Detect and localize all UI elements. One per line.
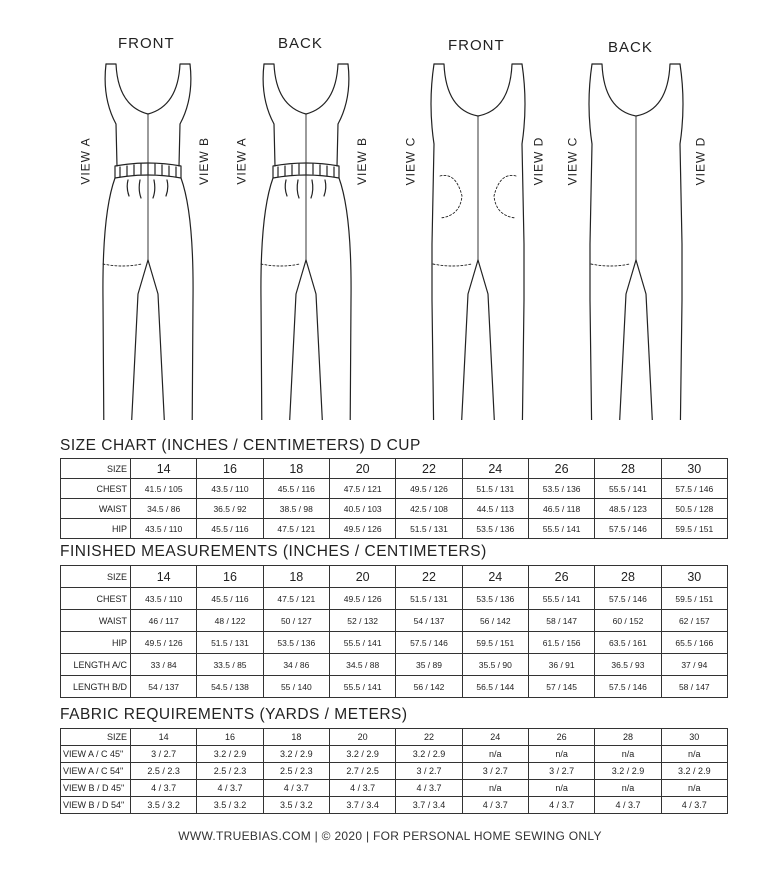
view-b-label-back: VIEW B <box>355 136 370 186</box>
table-cell: 34 / 86 <box>263 654 329 676</box>
table-cell: 56.5 / 144 <box>462 676 528 698</box>
table-row <box>61 797 728 814</box>
table-cell: 53.5 / 136 <box>528 479 594 499</box>
table-cell: 58 / 147 <box>528 610 594 632</box>
table-cell: 4 / 3.7 <box>263 780 329 797</box>
table-cell: 57 / 145 <box>528 676 594 698</box>
table-cell: 60 / 152 <box>595 610 661 632</box>
footer-text: WWW.TRUEBIAS.COM | © 2020 | FOR PERSONAL HOME SEWING ONLY <box>178 829 602 843</box>
size-header-cell: 28 <box>595 566 661 588</box>
finished-measurements-title: FINISHED MEASUREMENTS (INCHES / CENTIMETERS) <box>60 543 487 560</box>
view-d-label-back: VIEW D <box>693 136 708 186</box>
table-cell: 57.5 / 146 <box>595 588 661 610</box>
row-label: CHEST <box>61 588 131 610</box>
table-cell: 56 / 142 <box>462 610 528 632</box>
table-cell: 49.5 / 126 <box>329 519 395 539</box>
table-cell: 36.5 / 93 <box>595 654 661 676</box>
table-cell: 37 / 94 <box>661 654 727 676</box>
table-cell: 4 / 3.7 <box>329 780 395 797</box>
table-cell: 55.5 / 141 <box>595 479 661 499</box>
table-cell: n/a <box>528 746 594 763</box>
table-row <box>61 499 728 519</box>
table-row <box>61 780 728 797</box>
size-header-cell: 28 <box>595 729 661 746</box>
table-cell: 54 / 137 <box>396 610 462 632</box>
size-chart-table <box>60 458 728 539</box>
view-a-label-back: VIEW A <box>234 137 249 185</box>
view-c-label-back: VIEW C <box>565 136 580 186</box>
view-d-label-front: VIEW D <box>531 136 546 186</box>
table-cell: 3 / 2.7 <box>131 746 197 763</box>
table-row <box>61 632 728 654</box>
table-cell: 43.5 / 110 <box>131 519 197 539</box>
table-cell: 58 / 147 <box>661 676 727 698</box>
back-title-left: BACK <box>278 35 323 52</box>
table-cell: 4 / 3.7 <box>396 780 462 797</box>
table-cell: 53.5 / 136 <box>462 519 528 539</box>
size-header-cell: 30 <box>661 459 727 479</box>
row-label: LENGTH B/D <box>61 676 131 698</box>
row-label: HIP <box>61 632 131 654</box>
size-header-cell: 14 <box>131 729 197 746</box>
table-cell: 57.5 / 146 <box>661 479 727 499</box>
row-label: CHEST <box>61 479 131 499</box>
size-header-cell: 30 <box>661 566 727 588</box>
table-cell: n/a <box>462 746 528 763</box>
table-cell: 33.5 / 85 <box>197 654 263 676</box>
size-header-cell: 26 <box>528 729 594 746</box>
size-header-cell: 22 <box>396 729 462 746</box>
table-cell: 65.5 / 166 <box>661 632 727 654</box>
table-cell: 4 / 3.7 <box>197 780 263 797</box>
table-cell: 51.5 / 131 <box>396 519 462 539</box>
fabric-requirements-table <box>60 728 728 814</box>
table-row <box>61 519 728 539</box>
table-cell: 50.5 / 128 <box>661 499 727 519</box>
table-cell: n/a <box>595 780 661 797</box>
table-cell: 55.5 / 141 <box>329 632 395 654</box>
table-row <box>61 479 728 499</box>
table-cell: 44.5 / 113 <box>462 499 528 519</box>
table-cell: 3.7 / 3.4 <box>329 797 395 814</box>
table-cell: 2.5 / 2.3 <box>197 763 263 780</box>
size-chart-header-row <box>61 459 728 479</box>
table-cell: 38.5 / 98 <box>263 499 329 519</box>
table-row <box>61 610 728 632</box>
table-cell: n/a <box>595 746 661 763</box>
table-cell: 35 / 89 <box>396 654 462 676</box>
table-cell: n/a <box>528 780 594 797</box>
table-cell: 54.5 / 138 <box>197 676 263 698</box>
size-header-cell: 18 <box>263 566 329 588</box>
table-cell: 4 / 3.7 <box>528 797 594 814</box>
table-cell: 61.5 / 156 <box>528 632 594 654</box>
row-label: VIEW B / D 45" <box>61 780 131 797</box>
table-cell: 59.5 / 151 <box>661 519 727 539</box>
table-cell: 3 / 2.7 <box>528 763 594 780</box>
table-cell: 54 / 137 <box>131 676 197 698</box>
table-cell: 43.5 / 110 <box>131 588 197 610</box>
table-cell: 49.5 / 126 <box>396 479 462 499</box>
row-label: VIEW A / C 45" <box>61 746 131 763</box>
table-cell: 3.2 / 2.9 <box>595 763 661 780</box>
table-cell: 46 / 117 <box>131 610 197 632</box>
table-cell: 43.5 / 110 <box>197 479 263 499</box>
table-cell: 3.2 / 2.9 <box>329 746 395 763</box>
table-cell: 62 / 157 <box>661 610 727 632</box>
size-header-cell: 18 <box>263 459 329 479</box>
table-cell: 41.5 / 105 <box>131 479 197 499</box>
size-header-cell: 30 <box>661 729 727 746</box>
table-cell: n/a <box>462 780 528 797</box>
size-header-cell: 28 <box>595 459 661 479</box>
table-cell: 63.5 / 161 <box>595 632 661 654</box>
table-cell: 57.5 / 146 <box>396 632 462 654</box>
size-header-cell: 16 <box>197 566 263 588</box>
table-cell: 47.5 / 121 <box>329 479 395 499</box>
table-cell: n/a <box>661 780 727 797</box>
table-cell: 55.5 / 141 <box>528 588 594 610</box>
table-cell: 56 / 142 <box>396 676 462 698</box>
row-label: WAIST <box>61 610 131 632</box>
front-title-left: FRONT <box>118 35 175 52</box>
table-cell: 2.7 / 2.5 <box>329 763 395 780</box>
size-header-label: SIZE <box>61 566 131 588</box>
fabric-header-row <box>61 729 728 746</box>
table-cell: 51.5 / 131 <box>197 632 263 654</box>
table-cell: 45.5 / 116 <box>197 588 263 610</box>
table-cell: 3.5 / 3.2 <box>263 797 329 814</box>
table-cell: 33 / 84 <box>131 654 197 676</box>
table-cell: 3.7 / 3.4 <box>396 797 462 814</box>
table-cell: 49.5 / 126 <box>329 588 395 610</box>
table-cell: 53.5 / 136 <box>263 632 329 654</box>
size-header-label: SIZE <box>61 729 131 746</box>
table-cell: n/a <box>661 746 727 763</box>
table-cell: 3.2 / 2.9 <box>263 746 329 763</box>
table-row <box>61 588 728 610</box>
table-cell: 3.5 / 3.2 <box>197 797 263 814</box>
size-header-cell: 14 <box>131 566 197 588</box>
table-cell: 57.5 / 146 <box>595 519 661 539</box>
table-cell: 3 / 2.7 <box>462 763 528 780</box>
garment-drawings <box>0 0 780 420</box>
size-header-cell: 16 <box>197 729 263 746</box>
view-a-label-front: VIEW A <box>78 137 93 185</box>
table-cell: 52 / 132 <box>329 610 395 632</box>
table-cell: 36.5 / 92 <box>197 499 263 519</box>
table-cell: 42.5 / 108 <box>396 499 462 519</box>
table-cell: 48 / 122 <box>197 610 263 632</box>
table-cell: 45.5 / 116 <box>197 519 263 539</box>
size-header-cell: 24 <box>462 566 528 588</box>
front-title-right: FRONT <box>448 37 505 54</box>
table-cell: 3.5 / 3.2 <box>131 797 197 814</box>
row-label: LENGTH A/C <box>61 654 131 676</box>
table-cell: 40.5 / 103 <box>329 499 395 519</box>
table-cell: 3.2 / 2.9 <box>197 746 263 763</box>
size-header-cell: 26 <box>528 459 594 479</box>
table-cell: 36 / 91 <box>528 654 594 676</box>
table-cell: 47.5 / 121 <box>263 519 329 539</box>
size-header-cell: 20 <box>329 566 395 588</box>
size-header-cell: 16 <box>197 459 263 479</box>
size-header-cell: 24 <box>462 459 528 479</box>
size-header-cell: 22 <box>396 459 462 479</box>
size-header-cell: 22 <box>396 566 462 588</box>
size-header-cell: 24 <box>462 729 528 746</box>
size-chart-title: SIZE CHART (INCHES / CENTIMETERS) D CUP <box>60 437 421 454</box>
table-cell: 3 / 2.7 <box>396 763 462 780</box>
table-cell: 51.5 / 131 <box>462 479 528 499</box>
table-cell: 4 / 3.7 <box>595 797 661 814</box>
table-cell: 48.5 / 123 <box>595 499 661 519</box>
view-b-label-front: VIEW B <box>197 136 212 186</box>
row-label: WAIST <box>61 499 131 519</box>
table-cell: 55.5 / 141 <box>329 676 395 698</box>
finished-measurements-table <box>60 565 728 698</box>
table-cell: 50 / 127 <box>263 610 329 632</box>
table-cell: 4 / 3.7 <box>462 797 528 814</box>
table-cell: 46.5 / 118 <box>528 499 594 519</box>
table-cell: 49.5 / 126 <box>131 632 197 654</box>
back-title-right: BACK <box>608 39 653 56</box>
table-row <box>61 676 728 698</box>
table-cell: 57.5 / 146 <box>595 676 661 698</box>
size-header-label: SIZE <box>61 459 131 479</box>
table-row <box>61 763 728 780</box>
table-cell: 53.5 / 136 <box>462 588 528 610</box>
table-cell: 2.5 / 2.3 <box>131 763 197 780</box>
table-row <box>61 746 728 763</box>
size-header-cell: 18 <box>263 729 329 746</box>
table-cell: 4 / 3.7 <box>661 797 727 814</box>
table-cell: 45.5 / 116 <box>263 479 329 499</box>
table-cell: 4 / 3.7 <box>131 780 197 797</box>
row-label: HIP <box>61 519 131 539</box>
table-cell: 47.5 / 121 <box>263 588 329 610</box>
table-row <box>61 654 728 676</box>
row-label: VIEW B / D 54" <box>61 797 131 814</box>
table-cell: 59.5 / 151 <box>462 632 528 654</box>
size-header-cell: 14 <box>131 459 197 479</box>
table-cell: 55.5 / 141 <box>528 519 594 539</box>
table-cell: 51.5 / 131 <box>396 588 462 610</box>
size-header-cell: 26 <box>528 566 594 588</box>
table-cell: 34.5 / 86 <box>131 499 197 519</box>
table-cell: 3.2 / 2.9 <box>661 763 727 780</box>
table-cell: 2.5 / 2.3 <box>263 763 329 780</box>
table-cell: 3.2 / 2.9 <box>396 746 462 763</box>
finished-header-row <box>61 566 728 588</box>
table-cell: 34.5 / 88 <box>329 654 395 676</box>
row-label: VIEW A / C 54" <box>61 763 131 780</box>
table-cell: 59.5 / 151 <box>661 588 727 610</box>
view-c-label-front: VIEW C <box>403 136 418 186</box>
size-header-cell: 20 <box>329 729 395 746</box>
table-cell: 55 / 140 <box>263 676 329 698</box>
table-cell: 35.5 / 90 <box>462 654 528 676</box>
size-header-cell: 20 <box>329 459 395 479</box>
fabric-requirements-title: FABRIC REQUIREMENTS (YARDS / METERS) <box>60 706 408 723</box>
